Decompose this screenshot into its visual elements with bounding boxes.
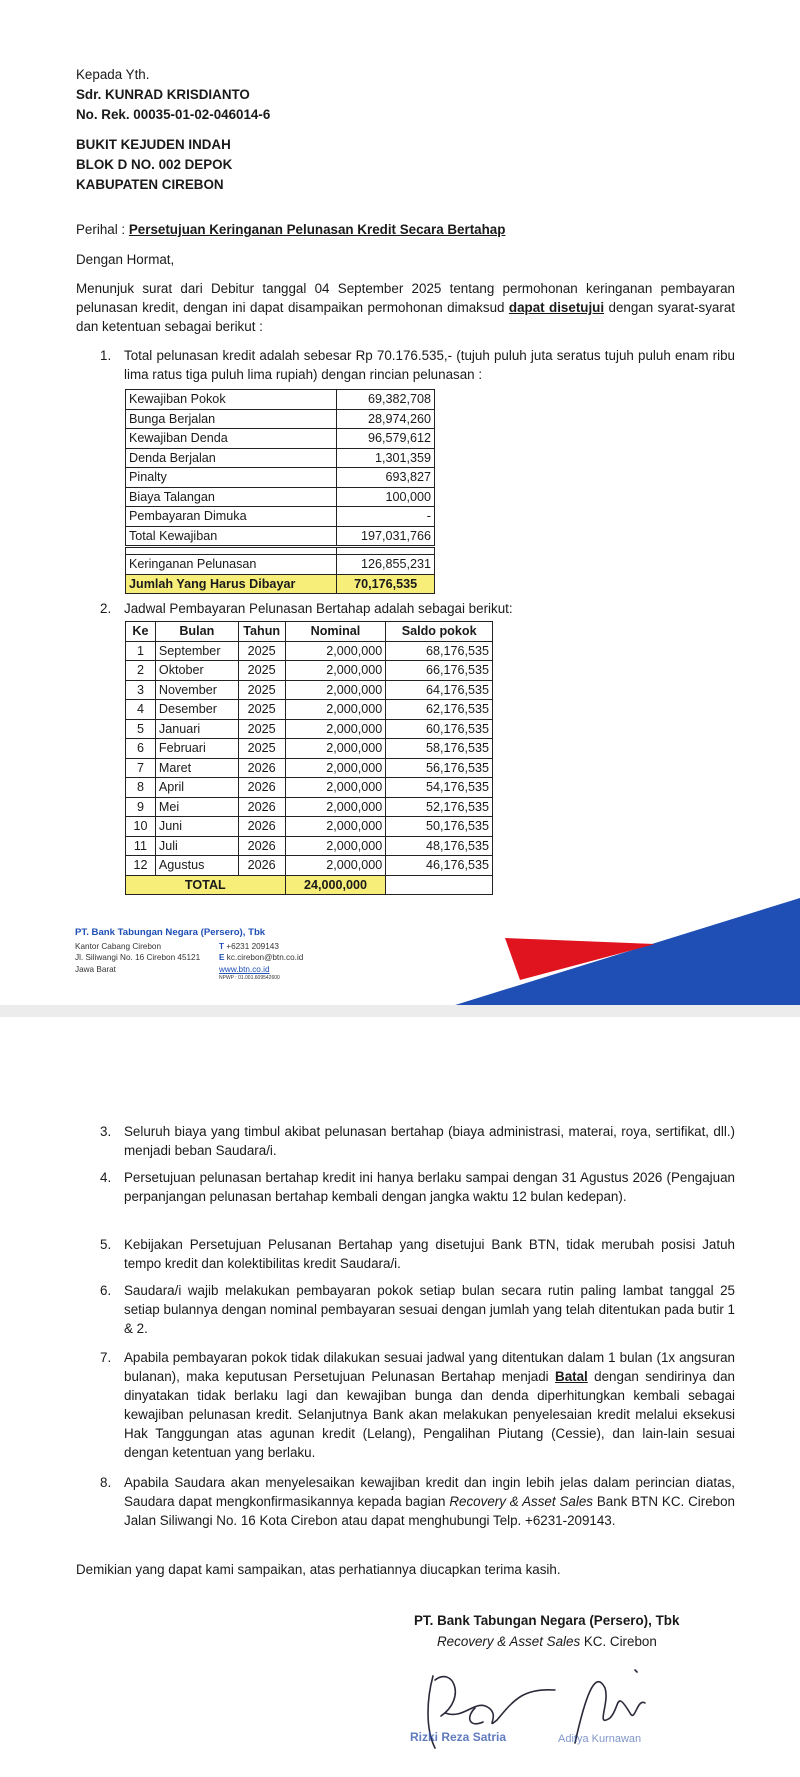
cell-label: Biaya Talangan <box>126 487 337 507</box>
cell-bulan: Februari <box>155 739 238 759</box>
email-value: kc.cirebon@btn.co.id <box>226 953 304 962</box>
cell-tahun: 2025 <box>238 700 285 720</box>
footer-website[interactable]: www.btn.co.id <box>219 965 270 974</box>
cell-saldo: 58,176,535 <box>386 739 493 759</box>
cell-value: 96,579,612 <box>337 429 435 449</box>
table-row <box>126 487 435 507</box>
cell-label: Kewajiban Pokok <box>126 390 337 410</box>
total-empty-cell <box>386 875 493 895</box>
cell-bulan: April <box>155 778 238 798</box>
cell-tahun: 2026 <box>238 778 285 798</box>
cell-value: - <box>337 507 435 527</box>
item-5-number: 5. <box>100 1237 112 1252</box>
table-row <box>126 758 493 778</box>
cell-nominal: 2,000,000 <box>285 719 386 739</box>
cell-tahun: 2026 <box>238 856 285 876</box>
table-row <box>126 390 435 410</box>
intro-paragraph <box>76 279 735 336</box>
cell-nominal: 2,000,000 <box>285 641 386 661</box>
table-row <box>126 448 435 468</box>
footer-email <box>219 953 303 963</box>
cell-bulan: Maret <box>155 758 238 778</box>
signer-1-name: Rizki Reza Satria <box>410 1730 507 1744</box>
item-8-italic: Recovery & Asset Sales <box>449 1494 593 1509</box>
item-1-text: Total pelunasan kredit adalah sebesar Rp 70.176.535,- (tujuh puluh juta seratus tujuh puluh enam ribu lima ratus tiga puluh lima rupiah) dengan rincian pelunasan : <box>124 348 735 382</box>
table-row <box>126 680 493 700</box>
phone-value: +6231 209143 <box>226 942 279 951</box>
cell-value: 693,827 <box>337 468 435 488</box>
cell-nominal: 2,000,000 <box>285 836 386 856</box>
cell-ke: 6 <box>126 739 156 759</box>
table-row <box>126 409 435 429</box>
cell-saldo: 60,176,535 <box>386 719 493 739</box>
header-ke: Ke <box>126 622 156 642</box>
address-line-2: BLOK D NO. 002 DEPOK <box>76 157 233 172</box>
item-7-after: dengan sendirinya dan dinyatakan tidak berlaku lagi dan kewajiban bunga dan denda diperhitungkan kembali sebagai kewajiban pelunasan kredit. Selanjutnya Bank akan melakukan penyelesaian kredit melalui eksekusi Hak Tanggungan atas agunan kredit (Lelang), Pengalihan Piutang (Cessie), dan lain-lain sesuai dengan ketentuan yang berlaku. <box>124 1369 735 1460</box>
salutation-to: Kepada Yth. <box>76 67 150 82</box>
address-line-3: KABUPATEN CIREBON <box>76 177 224 192</box>
footer-company: PT. Bank Tabungan Negara (Persero), Tbk <box>75 927 266 938</box>
cell-label: Bunga Berjalan <box>126 409 337 429</box>
table-row <box>126 778 493 798</box>
cell-bulan: November <box>155 680 238 700</box>
item-4-text: Persetujuan pelunasan bertahap kredit ini hanya berlaku sampai dengan 31 Agustus 2026 (Pengajuan perpanjangan pelunasan bertahap kembali dengan jangka waktu 12 bulan kedepan). <box>124 1170 735 1204</box>
cell-tahun: 2026 <box>238 836 285 856</box>
item-7-text <box>124 1348 735 1462</box>
item-7-before: Apabila pembayaran pokok tidak dilakukan sesuai jadwal yang ditentukan dalam 1 bulan (1x angsuran bulanan), maka keputusan Persetujuan Pelunasan Bertahap menjadi <box>124 1350 735 1384</box>
cell-saldo: 52,176,535 <box>386 797 493 817</box>
brand-stripe-graphic <box>450 898 800 1008</box>
cell-label: Pinalty <box>126 468 337 488</box>
table-row <box>126 429 435 449</box>
cell-bulan: September <box>155 641 238 661</box>
cell-ke: 2 <box>126 661 156 681</box>
cell-label: Total Kewajiban <box>126 526 337 547</box>
cell-tahun: 2025 <box>238 680 285 700</box>
cell-nominal: 2,000,000 <box>285 778 386 798</box>
cell-bulan: Juli <box>155 836 238 856</box>
cell-value: 100,000 <box>337 487 435 507</box>
table-separator <box>126 547 435 555</box>
schedule-table <box>125 621 493 895</box>
signature-1-loop <box>470 1708 483 1724</box>
signature-company: PT. Bank Tabungan Negara (Persero), Tbk <box>414 1613 680 1628</box>
item-8-text <box>124 1473 735 1530</box>
subject-label: Perihal : <box>76 222 126 237</box>
header-bulan: Bulan <box>155 622 238 642</box>
cell-ke: 7 <box>126 758 156 778</box>
signer-2-name: Aditya Kurnawan <box>558 1733 642 1745</box>
schedule-total-row <box>126 875 493 895</box>
intro-text: Menunjuk surat dari Debitur tanggal 04 September 2025 tentang permohonan keringanan pembayaran pelunasan kredit, dengan ini dapat disampaikan permohonan dimaksud <box>76 281 735 315</box>
item-3-number: 3. <box>100 1124 112 1139</box>
cell-nominal: 2,000,000 <box>285 817 386 837</box>
cell-nominal: 2,000,000 <box>285 856 386 876</box>
address-line-1: BUKIT KEJUDEN INDAH <box>76 137 231 152</box>
cell-label: Kewajiban Denda <box>126 429 337 449</box>
intro-emphasis: dapat disetujui <box>508 300 605 315</box>
cell-nominal: 2,000,000 <box>285 797 386 817</box>
cell-nominal: 2,000,000 <box>285 700 386 720</box>
cell-value: 28,974,260 <box>337 409 435 429</box>
cell-ke: 9 <box>126 797 156 817</box>
header-tahun: Tahun <box>238 622 285 642</box>
table-row <box>126 700 493 720</box>
footer-phone <box>219 942 279 952</box>
cell-bulan: Desember <box>155 700 238 720</box>
cell-label: Denda Berjalan <box>126 448 337 468</box>
cell-nominal: 2,000,000 <box>285 739 386 759</box>
signature-unit <box>437 1632 657 1651</box>
payable-value: 70,176,535 <box>337 574 435 594</box>
table-row <box>126 641 493 661</box>
item-7-emphasis: Batal <box>555 1369 588 1384</box>
cell-saldo: 50,176,535 <box>386 817 493 837</box>
recipient-name: Sdr. KUNRAD KRISDIANTO <box>76 87 250 102</box>
cell-tahun: 2025 <box>238 719 285 739</box>
cell-ke: 4 <box>126 700 156 720</box>
cell-value: 1,301,359 <box>337 448 435 468</box>
item-5-text: Kebijakan Persetujuan Pelusanan Bertahap yang disetujui Bank BTN, tidak merubah posisi Jatuh tempo kredit dan kolektibilitas kredit Saudara/i. <box>124 1237 735 1271</box>
cell-saldo: 66,176,535 <box>386 661 493 681</box>
cell-bulan: Mei <box>155 797 238 817</box>
relief-label: Keringanan Pelunasan <box>126 555 337 575</box>
item-2-text: Jadwal Pembayaran Pelunasan Bertahap adalah sebagai berikut: <box>124 601 513 616</box>
item-4-number: 4. <box>100 1170 112 1185</box>
cell-nominal: 2,000,000 <box>285 661 386 681</box>
brand-blue-shape <box>452 898 800 1006</box>
cell-saldo: 48,176,535 <box>386 836 493 856</box>
table-row <box>126 468 435 488</box>
cell-saldo: 64,176,535 <box>386 680 493 700</box>
cell-ke: 10 <box>126 817 156 837</box>
page-separator <box>0 1005 800 1017</box>
total-value: 24,000,000 <box>285 875 386 895</box>
table-row <box>126 836 493 856</box>
footer-office: Kantor Cabang Cirebon <box>75 942 162 951</box>
subject-line <box>76 220 505 239</box>
footer-region: Jawa Barat <box>75 965 116 974</box>
cell-label: Pembayaran Dimuka <box>126 507 337 527</box>
table-row <box>126 526 435 547</box>
table-row <box>126 507 435 527</box>
intro-text-end: dengan syarat-syarat dan ketentuan sebagai berikut : <box>76 300 735 334</box>
payable-row <box>126 574 435 594</box>
footer-street: Jl. Siliwangi No. 16 Cirebon 45121 <box>75 953 201 962</box>
cell-tahun: 2025 <box>238 661 285 681</box>
item-6-number: 6. <box>100 1283 112 1298</box>
cell-bulan: Agustus <box>155 856 238 876</box>
email-prefix: E <box>219 953 225 962</box>
table-row <box>126 555 435 575</box>
table-row <box>126 739 493 759</box>
cell-bulan: Juni <box>155 817 238 837</box>
cell-saldo: 46,176,535 <box>386 856 493 876</box>
cell-tahun: 2026 <box>238 758 285 778</box>
account-number: No. Rek. 00035-01-02-046014-6 <box>76 107 271 122</box>
cell-saldo: 62,176,535 <box>386 700 493 720</box>
item-8-before: Apabila Saudara akan menyelesaikan kewajiban kredit dan ingin lebih jelas dalam perincian diatas, Saudara dapat mengkonfirmasikannya kepada bagian <box>124 1475 735 1509</box>
item-3-text: Seluruh biaya yang timbul akibat pelunasan bertahap (biaya administrasi, materai, roya, sertifikat, dll.) menjadi beban Saudara/i. <box>124 1124 735 1158</box>
cell-value: 69,382,708 <box>337 390 435 410</box>
cell-bulan: Januari <box>155 719 238 739</box>
cell-ke: 11 <box>126 836 156 856</box>
total-label: TOTAL <box>126 875 286 895</box>
item-8-after: Bank BTN KC. Cirebon Jalan Siliwangi No. 16 Kota Cirebon atau dapat menghubungi Telp. +6231-209143. <box>124 1494 735 1528</box>
relief-value: 126,855,231 <box>337 555 435 575</box>
phone-prefix: T <box>219 942 225 951</box>
signature-unit-rest: KC. Cirebon <box>580 1634 657 1649</box>
table-row <box>126 719 493 739</box>
cell-ke: 3 <box>126 680 156 700</box>
schedule-header <box>126 622 493 642</box>
item-2-number: 2. <box>100 601 112 616</box>
cell-nominal: 2,000,000 <box>285 758 386 778</box>
cell-ke: 12 <box>126 856 156 876</box>
table-row <box>126 817 493 837</box>
item-6-text: Saudara/i wajib melakukan pembayaran pokok setiap bulan secara rutin paling lambat tanggal 25 setiap bulannya dengan nominal pembayaran sesuai dengan jumlah yang telah ditentukan pada butir 1 & 2. <box>124 1283 735 1336</box>
cell-tahun: 2026 <box>238 797 285 817</box>
header-nominal: Nominal <box>285 622 386 642</box>
payable-label: Jumlah Yang Harus Dibayar <box>126 574 337 594</box>
cell-tahun: 2025 <box>238 739 285 759</box>
item-7-number: 7. <box>100 1350 112 1365</box>
table-row <box>126 661 493 681</box>
item-8-number: 8. <box>100 1475 112 1490</box>
cell-ke: 5 <box>126 719 156 739</box>
cell-saldo: 68,176,535 <box>386 641 493 661</box>
subject-text: Persetujuan Keringanan Pelunasan Kredit Secara Bertahap <box>128 222 506 237</box>
cell-ke: 8 <box>126 778 156 798</box>
table-row <box>126 797 493 817</box>
cell-nominal: 2,000,000 <box>285 680 386 700</box>
item-1-number: 1. <box>100 348 112 363</box>
signature-2-dot <box>635 1670 637 1672</box>
cell-tahun: 2026 <box>238 817 285 837</box>
header-saldo: Saldo pokok <box>386 622 493 642</box>
cell-saldo: 56,176,535 <box>386 758 493 778</box>
closing-text: Demikian yang dapat kami sampaikan, atas perhatiannya diucapkan terima kasih. <box>76 1562 561 1577</box>
signature-unit-italic: Recovery & Asset Sales <box>437 1634 581 1649</box>
table-row <box>126 856 493 876</box>
obligations-table <box>125 389 435 594</box>
cell-bulan: Oktober <box>155 661 238 681</box>
cell-saldo: 54,176,535 <box>386 778 493 798</box>
cell-ke: 1 <box>126 641 156 661</box>
greeting: Dengan Hormat, <box>76 252 175 267</box>
footer-npwp: NPWP : 01.001.609542600 <box>219 975 280 981</box>
cell-tahun: 2025 <box>238 641 285 661</box>
cell-value: 197,031,766 <box>337 526 435 547</box>
